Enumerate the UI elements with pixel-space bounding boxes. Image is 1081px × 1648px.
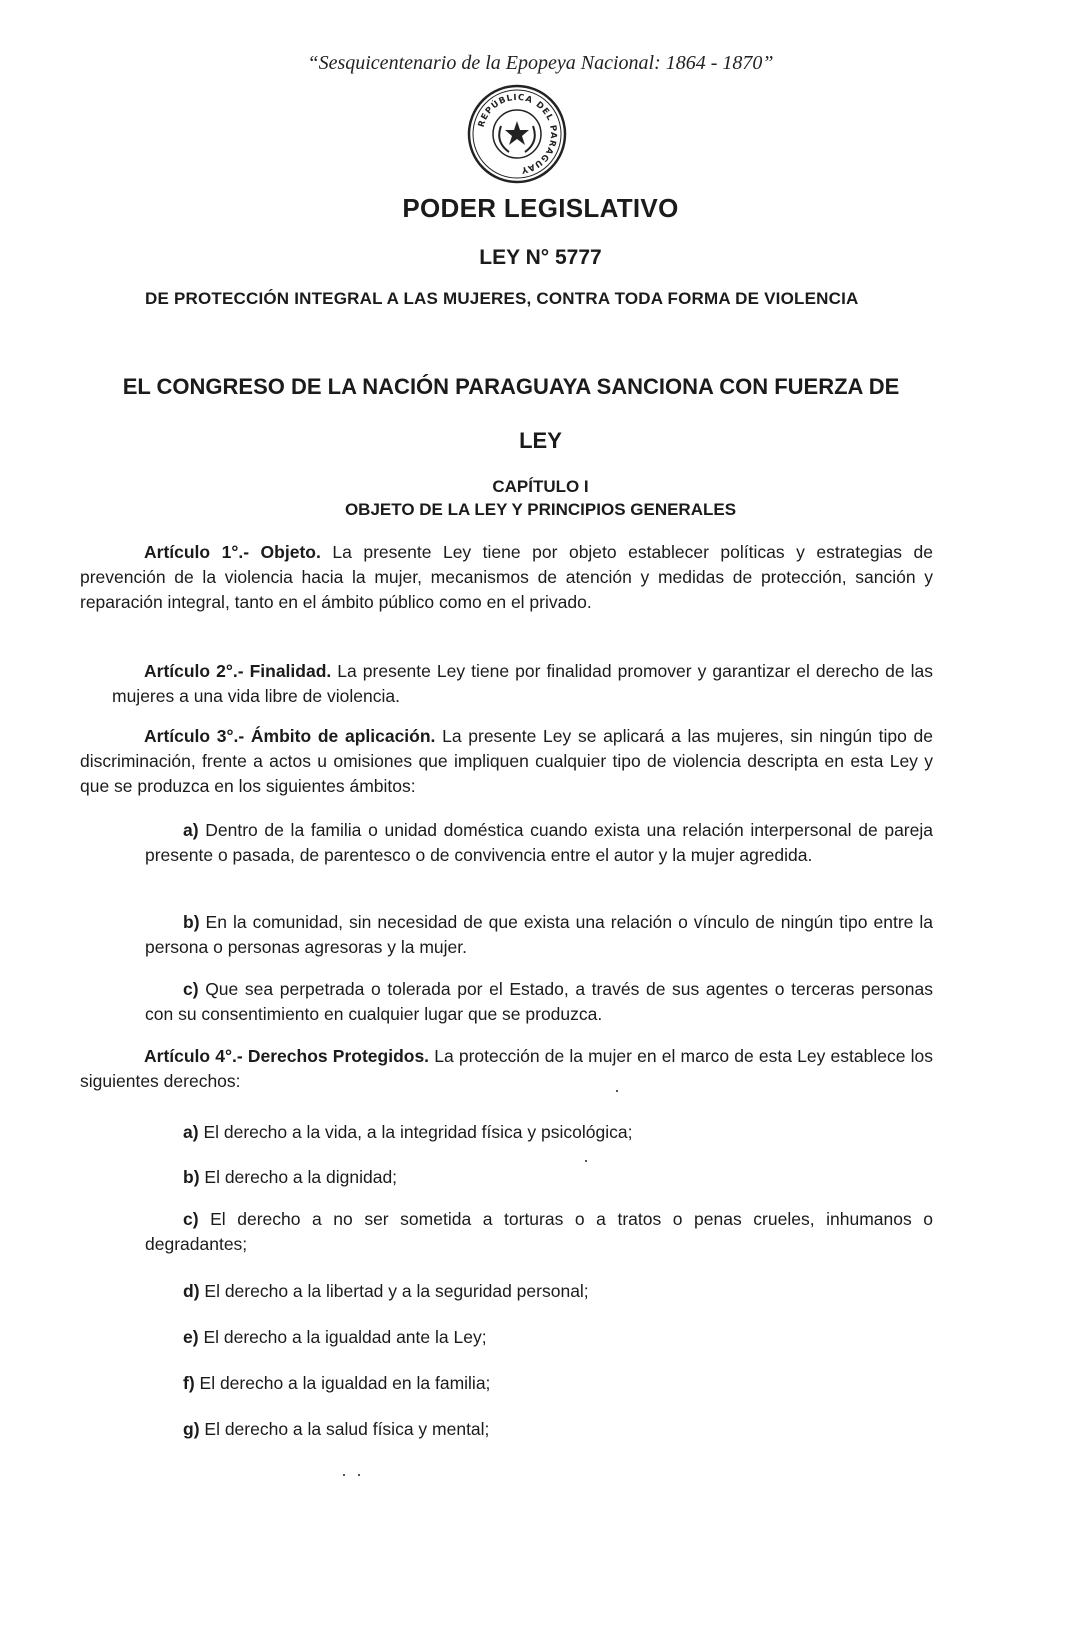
item-letter: d) xyxy=(183,1281,200,1301)
scan-speck xyxy=(616,1090,618,1092)
article-4-item-g xyxy=(183,1417,943,1442)
enactment-clause-end: LEY xyxy=(519,428,562,453)
commemorative-motto: “Sesquicentenario de la Epopeya Nacional: 1864 - 1870” xyxy=(307,52,774,74)
article-4 xyxy=(80,1044,933,1094)
article-1-heading: Artículo 1°.- Objeto. xyxy=(144,542,321,562)
item-text: El derecho a la libertad y a la seguridad personal; xyxy=(204,1281,589,1301)
national-seal-emblem xyxy=(465,82,569,186)
item-text: El derecho a no ser sometida a torturas o a tratos o penas crueles, inhumanos o degradantes; xyxy=(145,1209,933,1254)
item-letter: a) xyxy=(183,820,199,840)
scan-speck xyxy=(358,1474,360,1476)
scan-speck xyxy=(343,1474,345,1476)
item-text: Que sea perpetrada o tolerada por el Estado, a través de sus agentes o terceras personas con su consentimiento en cualquier lugar que se produzca. xyxy=(145,979,933,1024)
item-text: El derecho a la dignidad; xyxy=(204,1167,398,1187)
item-letter: e) xyxy=(183,1327,199,1347)
article-3-item-a xyxy=(145,818,933,868)
svg-text:REPÚBLICA DEL PARAGUAY: REPÚBLICA DEL PARAGUAY xyxy=(476,92,559,175)
article-3-item-c xyxy=(145,977,933,1027)
article-3-item-b xyxy=(145,910,933,960)
item-letter: g) xyxy=(183,1419,200,1439)
law-title: DE PROTECCIÓN INTEGRAL A LAS MUJERES, CONTRA TODA FORMA DE VIOLENCIA xyxy=(145,289,859,308)
article-4-item-e xyxy=(183,1325,943,1350)
enactment-clause: EL CONGRESO DE LA NACIÓN PARAGUAYA SANCIONA CON FUERZA DE xyxy=(122,374,900,399)
item-text: En la comunidad, sin necesidad de que exista una relación o vínculo de ningún tipo entre la persona o personas agresoras y la mujer. xyxy=(145,912,933,957)
article-4-text: La protección de la mujer en el marco de esta Ley establece los siguientes derechos: xyxy=(80,1046,933,1091)
article-2-text: La presente Ley tiene por finalidad promover y garantizar el derecho de las mujeres a una vida libre de violencia. xyxy=(112,661,933,706)
article-4-item-d xyxy=(183,1279,943,1304)
article-3-text: La presente Ley se aplicará a las mujeres, sin ningún tipo de discriminación, frente a actos u omisiones que impliquen cualquier tipo de violencia descripta en esta Ley y que se produzca en los siguientes ámbitos: xyxy=(80,726,933,796)
article-2-heading: Artículo 2°.- Finalidad. xyxy=(144,661,332,681)
item-letter: c) xyxy=(183,979,199,999)
item-letter: a) xyxy=(183,1122,199,1142)
chamber-heading: PODER LEGISLATIVO xyxy=(402,193,679,223)
article-4-heading: Artículo 4°.- Derechos Protegidos. xyxy=(144,1046,430,1066)
article-4-item-b xyxy=(183,1165,943,1190)
item-letter: f) xyxy=(183,1373,195,1393)
article-2 xyxy=(112,659,933,709)
article-4-item-f xyxy=(183,1371,943,1396)
article-4-item-a xyxy=(183,1120,943,1145)
item-text: El derecho a la igualdad ante la Ley; xyxy=(203,1327,487,1347)
article-1-text: La presente Ley tiene por objeto establecer políticas y estrategias de prevención de la violencia hacia la mujer, mecanismos de atención y medidas de protección, sanción y reparación integral, tanto en el ámbito público como en el privado. xyxy=(80,542,933,612)
chapter-label: CAPÍTULO I xyxy=(492,477,589,496)
item-text: El derecho a la salud física y mental; xyxy=(204,1419,490,1439)
item-text: El derecho a la igualdad en la familia; xyxy=(199,1373,491,1393)
law-number: LEY N° 5777 xyxy=(479,246,602,269)
item-letter: b) xyxy=(183,912,200,932)
article-4-item-c xyxy=(145,1207,933,1257)
scan-speck xyxy=(585,1160,587,1162)
article-3-heading: Artículo 3°.- Ámbito de aplicación. xyxy=(144,726,436,746)
item-letter: c) xyxy=(183,1209,199,1229)
chapter-title: OBJETO DE LA LEY Y PRINCIPIOS GENERALES xyxy=(344,500,737,519)
item-text: Dentro de la familia o unidad doméstica cuando exista una relación interpersonal de pareja presente o pasada, de parentesco o de convivencia entre el autor y la mujer agredida. xyxy=(145,820,933,865)
article-3 xyxy=(80,724,933,799)
item-text: El derecho a la vida, a la integridad física y psicológica; xyxy=(203,1122,633,1142)
item-letter: b) xyxy=(183,1167,200,1187)
article-1 xyxy=(80,540,933,615)
